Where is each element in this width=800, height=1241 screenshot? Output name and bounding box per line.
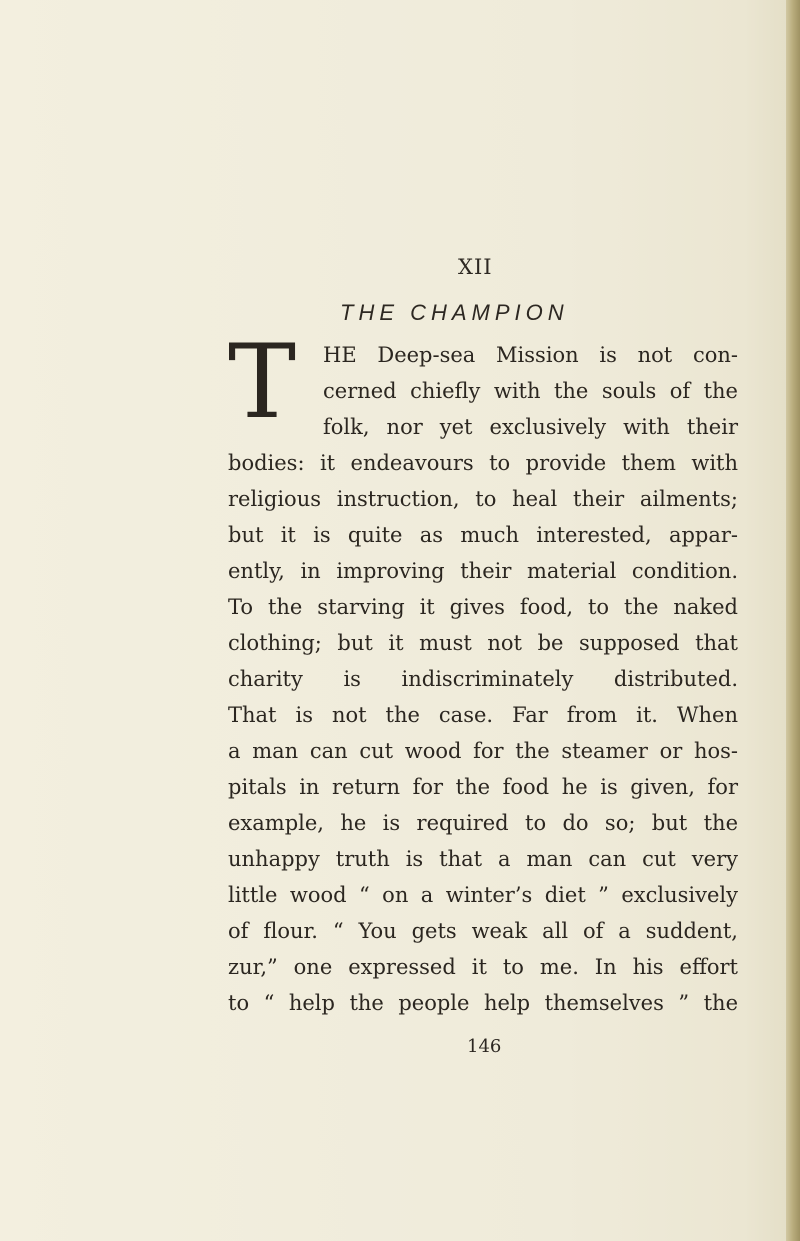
drop-cap: T xyxy=(228,323,297,442)
text-line: ently, in improving their material condition. xyxy=(228,559,738,583)
chapter-number: XII xyxy=(458,255,493,279)
text-line: bodies: it endeavours to provide them with xyxy=(228,451,738,475)
text-line: little wood “ on a winter’s diet ” exclusively xyxy=(228,883,738,907)
page-number: 146 xyxy=(467,1036,502,1057)
text-line: cerned chiefly with the souls of the xyxy=(323,379,738,403)
text-line: but it is quite as much interested, appar- xyxy=(228,523,738,547)
chapter-title: THE CHAMPION xyxy=(340,300,569,325)
text-line: religious instruction, to heal their ailments; xyxy=(228,487,738,511)
text-line: clothing; but it must not be supposed that xyxy=(228,631,738,655)
text-line: pitals in return for the food he is given, for xyxy=(228,775,738,799)
text-line: folk, nor yet exclusively with their xyxy=(323,415,738,439)
text-line: example, he is required to do so; but the xyxy=(228,811,738,835)
text-line: To the starving it gives food, to the naked xyxy=(228,595,738,619)
text-line: to “ help the people help themselves ” the xyxy=(228,991,738,1015)
text-line: charity is indiscriminately distributed. xyxy=(228,667,738,691)
text-line: a man can cut wood for the steamer or hos- xyxy=(228,739,738,763)
text-line: HE Deep-sea Mission is not con- xyxy=(323,343,738,367)
text-line: That is not the case. Far from it. When xyxy=(228,703,738,727)
text-line: of flour. “ You gets weak all of a suddent, xyxy=(228,919,738,943)
page-edge xyxy=(786,0,800,1241)
text-line: zur,” one expressed it to me. In his effort xyxy=(228,955,738,979)
text-line: unhappy truth is that a man can cut very xyxy=(228,847,738,871)
